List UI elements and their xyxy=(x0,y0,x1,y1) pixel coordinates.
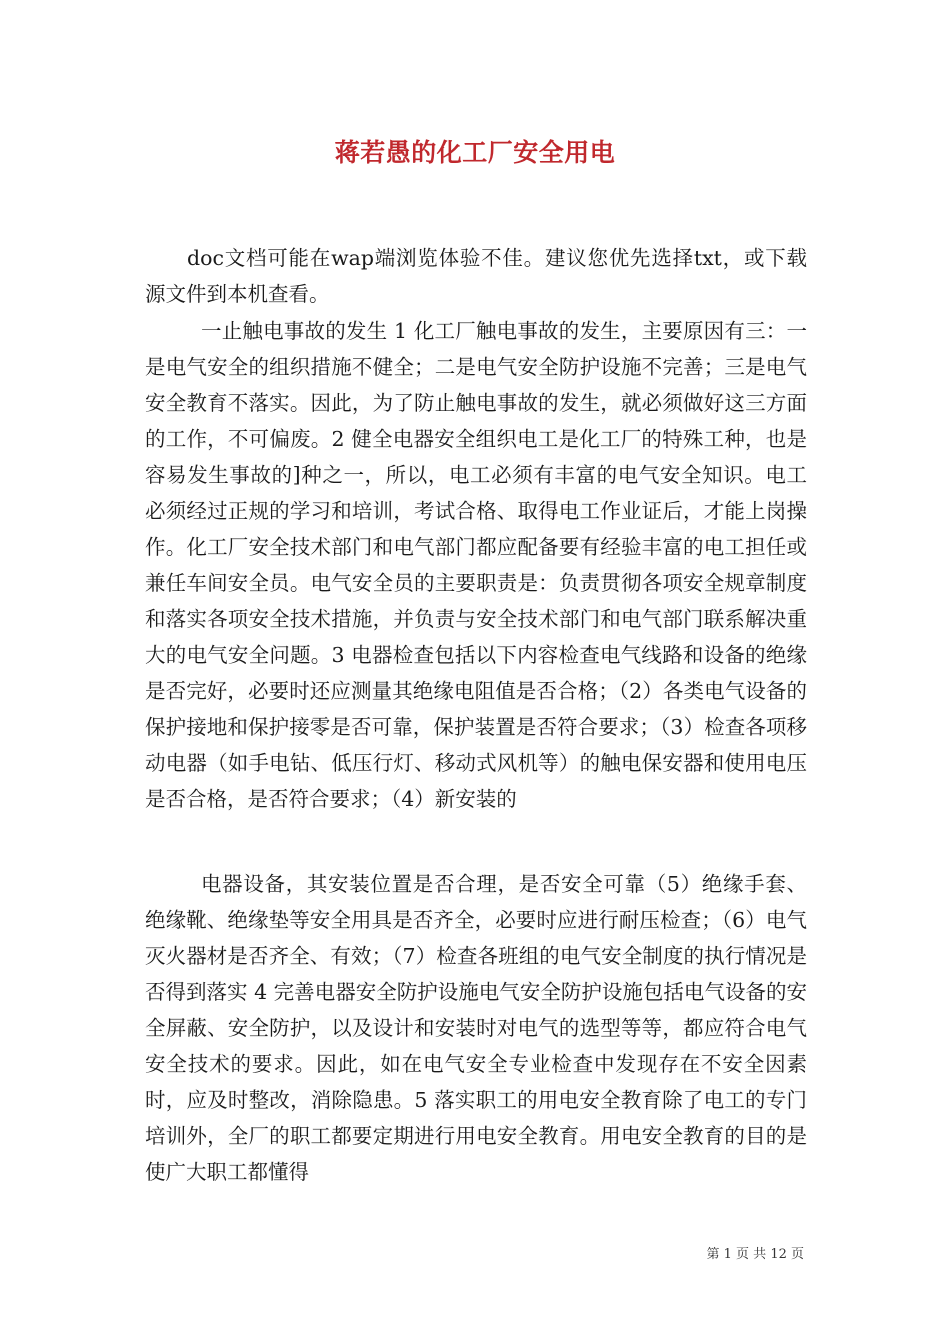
paragraph-body-1: 一止触电事故的发生 1 化工厂触电事故的发生，主要原因有三：一是电气安全的组织措施不健全；二是电气安全防护设施不完善；三是电气安全教育不落实。因此，为了防止触电事故的发生，就必须做好这三方面的工作，不可偏废。2 健全电器安全组织电工是化工厂的特殊工种，也是容易发生事故的]种之一，所以，电工必须有丰富的电气安全知识。电工必须经过正规的学习和培训，考试合格、取得电工作业证后，才能上岗操作。化工厂安全技术部门和电气部门都应配备要有经验丰富的电工担任或兼任车间安全员。电气安全员的主要职责是：负责贯彻各项安全规章制度和落实各项安全技术措施，并负责与安全技术部门和电气部门联系解决重大的电气安全问题。3 电器检查包括以下内容检查电气线路和设备的绝缘是否完好，必要时还应测量其绝缘电阻值是否合格；（2）各类电气设备的保护接地和保护接零是否可靠，保护装置是否符合要求；（3）检查各项移动电器（如手电钻、低压行灯、移动式风机等）的触电保安器和使用电压是否合格，是否符合要求；（4）新安装的 xyxy=(145,319,807,811)
document-title: 蒋若愚的化工厂安全用电 xyxy=(334,138,616,167)
page-number: 第 1 页 共 12 页 xyxy=(706,1247,804,1262)
paragraph-notice: doc文档可能在wap端浏览体验不佳。建议您优先选择txt，或下载源文件到本机查看。 xyxy=(145,246,807,306)
paragraph-body-2: 电器设备，其安装位置是否合理，是否安全可靠（5）绝缘手套、绝缘靴、绝缘垫等安全用具是否齐全，必要时应进行耐压检查；（6）电气灭火器材是否齐全、有效；（7）检查各班组的电气安全制度的执行情况是否得到落实 4 完善电器安全防护设施电气安全防护设施包括电气设备的安全屏蔽、安全防护，以及设计和安装时对电气的选型等等，都应符合电气安全技术的要求。因此，如在电气安全专业检查中发现存在不安全因素时，应及时整改，消除隐患。5 落实职工的用电安全教育除了电工的专门培训外，全厂的职工都要定期进行用电安全教育。用电安全教育的目的是使广大职工都懂得 xyxy=(145,872,807,1184)
